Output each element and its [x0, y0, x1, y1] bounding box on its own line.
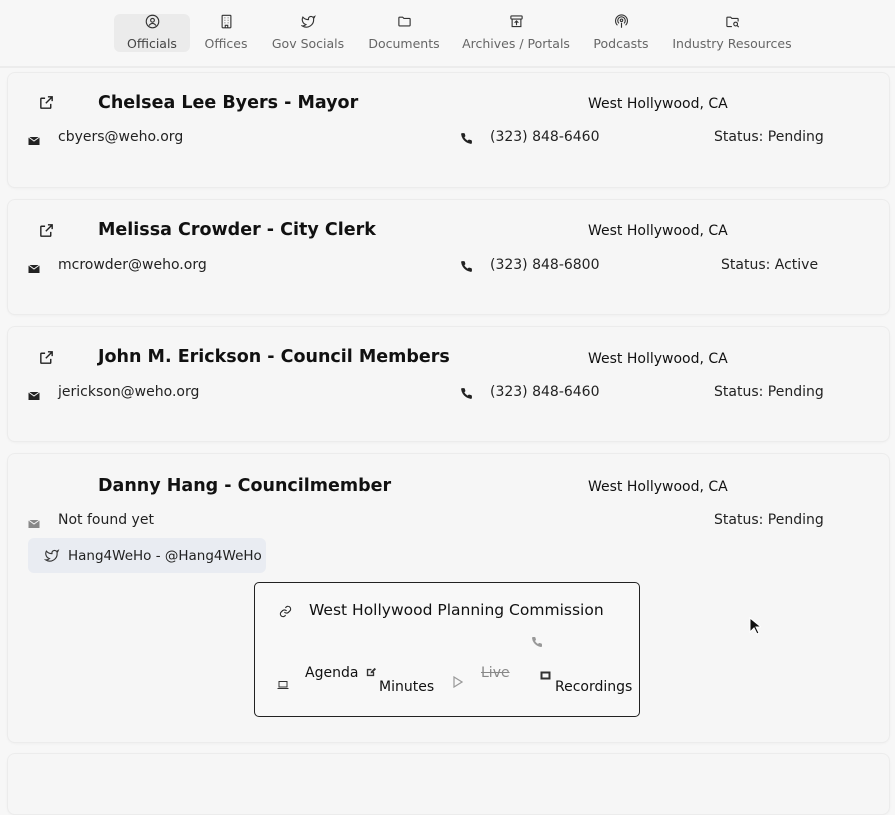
official-name: John M. Erickson - Council Members [98, 347, 450, 367]
mail-icon [28, 386, 42, 398]
popup-title: West Hollywood Planning Commission [309, 601, 604, 619]
tab-archives-portals[interactable] [460, 14, 572, 52]
official-card [7, 753, 890, 815]
link-icon[interactable] [279, 603, 292, 622]
folder-icon [364, 14, 444, 32]
twitter-icon [268, 14, 348, 32]
user-circle-icon [114, 14, 190, 32]
laptop-icon [277, 675, 289, 694]
building-icon [198, 14, 254, 32]
podcast-icon [590, 14, 652, 32]
official-email[interactable]: jerickson@weho.org [58, 384, 200, 400]
mail-icon [28, 131, 42, 143]
tab-gov-socials[interactable] [268, 14, 348, 52]
tab-label: Officials [127, 36, 177, 51]
external-link-icon[interactable] [38, 349, 56, 367]
twitter-handle: Hang4WeHo - @Hang4WeHo [68, 548, 262, 564]
agenda-link[interactable]: Agenda [305, 665, 359, 681]
tab-industry-resources[interactable] [672, 14, 792, 52]
official-email[interactable]: cbyers@weho.org [58, 129, 184, 145]
external-link-icon[interactable] [38, 94, 56, 112]
mouse-cursor-icon [749, 617, 761, 639]
tab-label: Gov Socials [271, 36, 345, 51]
twitter-icon [44, 548, 60, 567]
minutes-link[interactable]: Minutes [379, 679, 435, 695]
phone-icon [460, 130, 474, 144]
external-link-icon[interactable] [38, 222, 56, 240]
tab-documents[interactable] [364, 14, 444, 52]
official-email: Not found yet [58, 512, 154, 528]
phone-icon[interactable] [531, 633, 543, 652]
official-phone[interactable]: (323) 848-6460 [490, 129, 600, 145]
divider [0, 66, 895, 68]
tab-label: Offices [204, 36, 248, 51]
official-name: Melissa Crowder - City Clerk [98, 220, 376, 240]
tab-officials[interactable] [114, 14, 190, 52]
tab-offices[interactable] [198, 14, 254, 52]
tab-label: Archives / Portals [462, 36, 570, 51]
status-badge: Status: Pending [714, 384, 824, 400]
status-badge: Status: Pending [714, 129, 824, 145]
official-location: West Hollywood, CA [588, 223, 728, 239]
official-location: West Hollywood, CA [588, 479, 728, 495]
official-location: West Hollywood, CA [588, 96, 728, 112]
tab-label: Industry Resources [672, 36, 792, 51]
tab-bar [0, 0, 895, 62]
live-link: Live [481, 665, 510, 681]
tab-label: Documents [368, 36, 440, 51]
status-badge: Status: Active [721, 257, 819, 273]
phone-icon [460, 385, 474, 399]
status-badge: Status: Pending [714, 512, 824, 528]
archive-icon [460, 14, 572, 32]
tab-podcasts[interactable] [590, 14, 652, 52]
recordings-link[interactable]: Recordings [555, 679, 633, 695]
play-icon [453, 673, 463, 692]
video-icon [540, 665, 551, 684]
tab-label: Podcasts [593, 36, 649, 51]
official-phone[interactable]: (323) 848-6800 [490, 257, 600, 273]
official-name: Chelsea Lee Byers - Mayor [98, 93, 359, 113]
edit-icon [365, 663, 376, 682]
twitter-handle-chip[interactable] [28, 538, 266, 573]
official-name: Danny Hang - Councilmember [98, 476, 392, 496]
mail-icon [28, 259, 42, 271]
official-location: West Hollywood, CA [588, 351, 728, 367]
official-phone[interactable]: (323) 848-6460 [490, 384, 600, 400]
folder-search-icon [672, 14, 792, 32]
official-email[interactable]: mcrowder@weho.org [58, 257, 207, 273]
meeting-popup [254, 582, 640, 717]
phone-icon [460, 258, 474, 272]
mail-icon [28, 514, 42, 526]
